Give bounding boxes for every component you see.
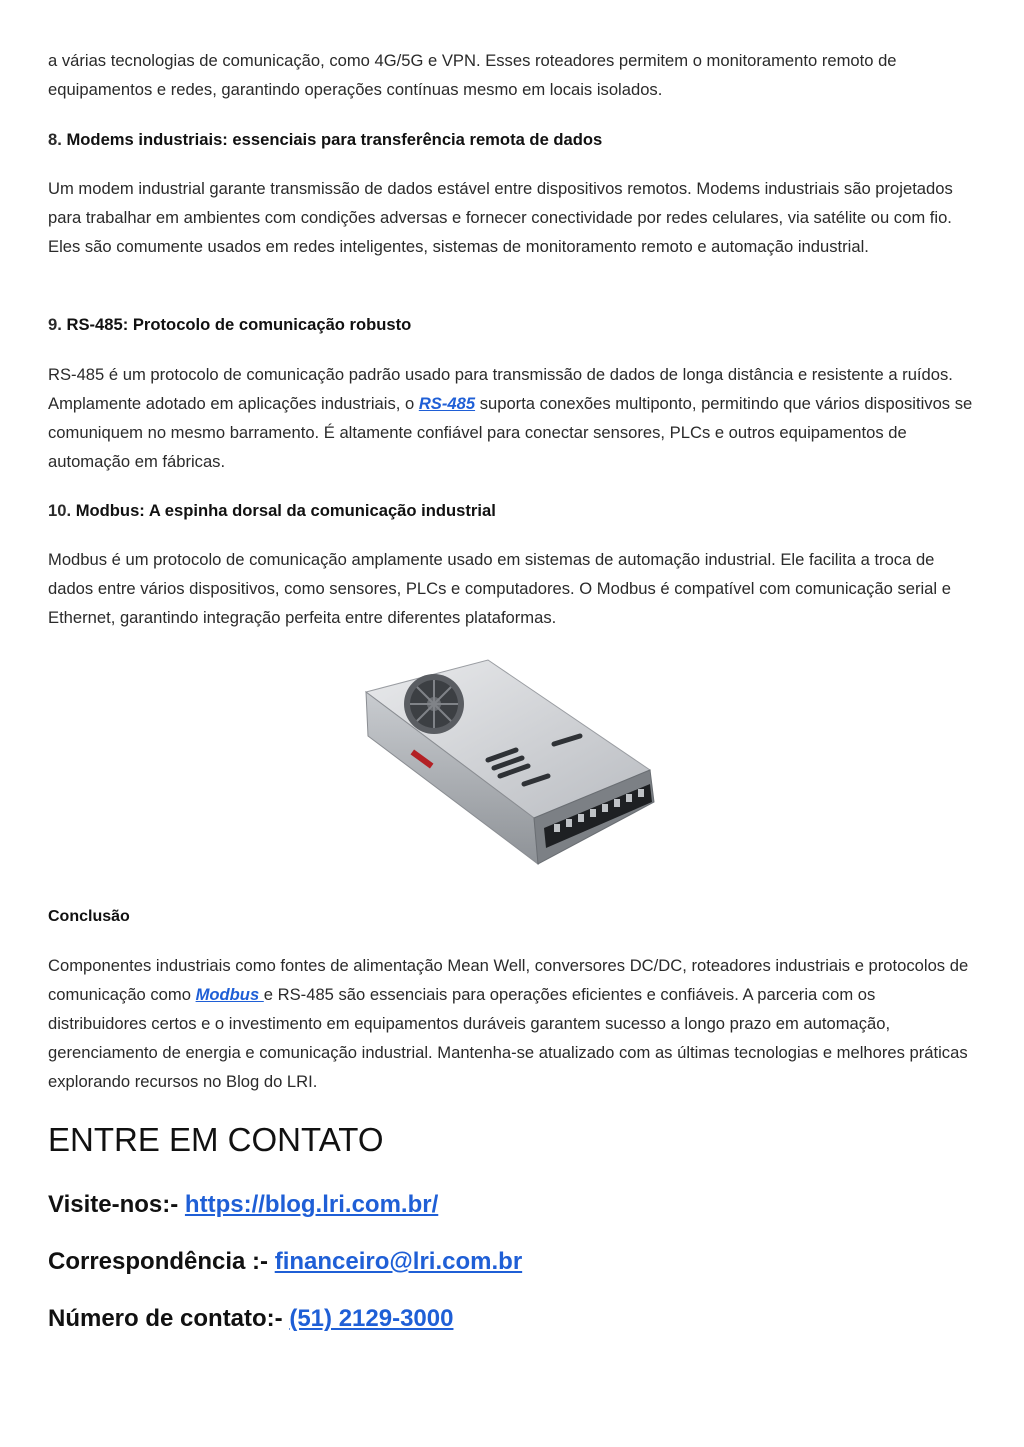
section-9-number: 9. [48, 315, 62, 334]
blog-link[interactable]: https://blog.lri.com.br/ [184, 1191, 439, 1218]
section-8-heading [48, 129, 978, 151]
section-8-number: 8. [48, 130, 62, 149]
phone-label: Número de contato:- [48, 1305, 290, 1332]
rs485-link[interactable]: RS-485 [418, 394, 476, 413]
section-10-heading [48, 500, 978, 522]
conclusion-body-end: e RS-485 são essenciais para operações eficientes e confiáveis. A parceria com os distribuidores certos e o investimento em equipamentos duráveis garantem sucesso a longo prazo em automação, gerenciamento de energia e comunicação industrial. Mantenha-se atualizado com as últimas tecnologias e melhores práticas explorando recursos no Blog do LRI. [48, 985, 968, 1091]
contact-heading: ENTRE EM CONTATO [48, 1121, 384, 1158]
section-10-number: 10. [48, 501, 72, 520]
visit-line [48, 1189, 438, 1221]
section-9-body-start: RS-485 é um protocolo de comunicação padrão usado para transmissão de dados de longa distância e resistente a ruídos. Amplamente adotado em aplicações industriais, o [48, 365, 953, 413]
section-10-body: Modbus é um protocolo de comunicação amplamente usado em sistemas de automação industrial. Ele facilita a troca de dados entre vários dispositivos, como sensores, PLCs e computadores. O Modbus é compatível com comunicação serial e Ethernet, garantindo integração perfeita entre diferentes plataformas. [48, 550, 951, 627]
modbus-link[interactable]: Modbus [195, 985, 264, 1004]
section-9-body-end: suporta conexões multiponto, permitindo que vários dispositivos se comuniquem no mesmo barramento. É altamente confiável para conectar sensores, PLCs e outros equipamentos de automação em fábricas. [48, 394, 973, 471]
section-8-title: Modems industriais: essenciais para transferência remota de dados [66, 130, 603, 149]
section-9-title: RS-485: Protocolo de comunicação robusto [66, 315, 412, 334]
power-supply-image [358, 652, 664, 868]
conclusion-body-start: Componentes industriais como fontes de alimentação Mean Well, conversores DC/DC, roteadores industriais e protocolos de comunicação como [48, 956, 969, 1004]
section-9-heading [48, 314, 978, 336]
phone-line [48, 1303, 453, 1335]
visit-label: Visite-nos:- [48, 1191, 185, 1218]
email-link[interactable]: financeiro@lri.com.br [274, 1248, 523, 1275]
mail-label: Correspondência :- [48, 1248, 275, 1275]
conclusion-heading [48, 906, 978, 928]
conclusion-title: Conclusão [48, 908, 130, 925]
section-10-title: Modbus: A espinha dorsal da comunicação industrial [75, 501, 496, 520]
phone-link[interactable]: (51) 2129-3000 [289, 1305, 454, 1332]
conclusion-body [48, 951, 978, 1096]
section-8-body: Um modem industrial garante transmissão de dados estável entre dispositivos remotos. Modems industriais são projetados para trabalhar em ambientes com condições adversas e fornecer conectividade por redes celulares, via satélite ou com fio. Eles são comumente usados em redes inteligentes, sistemas de monitoramento remoto e automação industrial. [48, 179, 953, 256]
mail-line [48, 1246, 522, 1278]
section-9-body [48, 360, 978, 476]
intro-paragraph: a várias tecnologias de comunicação, como 4G/5G e VPN. Esses roteadores permitem o monitoramento remoto de equipamentos e redes, garantindo operações contínuas mesmo em locais isolados. [48, 51, 897, 99]
